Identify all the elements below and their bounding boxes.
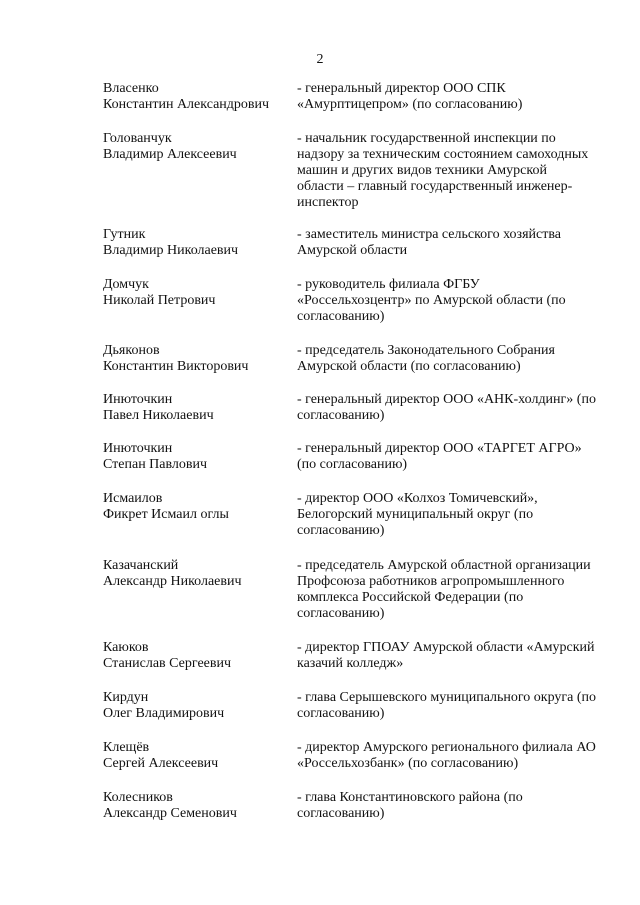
member-name: [103, 790, 288, 822]
member-name: [103, 343, 288, 375]
member-role: - глава Константиновского района (по согласованию): [297, 790, 523, 821]
member-name: [103, 740, 288, 772]
member-surname: Власенко: [103, 81, 159, 96]
member-given-names: Сергей Алексеевич: [103, 756, 219, 771]
member-given-names: Константин Александрович: [103, 97, 270, 112]
member-role: - директор ГПОАУ Амурской области «Амурский казачий колледж»: [297, 640, 595, 671]
member-surname: Казачанский: [103, 558, 179, 573]
member-name: [103, 81, 288, 113]
member-given-names: Владимир Николаевич: [103, 243, 239, 258]
member-role: - председатель Амурской областной организации Профсоюза работников агропромышленного комплекса Российской Федерации (по согласованию): [297, 558, 591, 621]
member-surname: Колесников: [103, 790, 173, 805]
member-surname: Инюточкин: [103, 441, 173, 456]
member-role: - начальник государственной инспекции по надзору за техническим состоянием самоходных машин и других видов техники Амурской области – главный государственный инженер-инспектор: [297, 131, 589, 210]
member-surname: Исмаилов: [103, 491, 163, 506]
member-given-names: Владимир Алексеевич: [103, 147, 237, 162]
member-name: [103, 441, 288, 473]
member-name: [103, 227, 288, 259]
member-role: - генеральный директор ООО «АНК-холдинг» (по согласованию): [297, 392, 596, 423]
member-surname: Инюточкин: [103, 392, 173, 407]
member-name: [103, 491, 288, 523]
member-role: - глава Серышевского муниципального округа (по согласованию): [297, 690, 597, 721]
member-given-names: Константин Викторович: [103, 359, 249, 374]
member-surname: Каюков: [103, 640, 149, 655]
member-surname: Кирдун: [103, 690, 149, 705]
member-surname: Голованчук: [103, 131, 172, 146]
member-role: - директор Амурского регионального филиала АО «Россельхозбанк» (по согласованию): [297, 740, 596, 771]
member-role: - председатель Законодательного Собрания Амурской области (по согласованию): [297, 343, 555, 374]
member-given-names: Фикрет Исмаил оглы: [103, 507, 229, 522]
page-number: 2: [316, 52, 324, 67]
member-given-names: Александр Семенович: [103, 806, 237, 821]
member-name: [103, 640, 288, 672]
member-given-names: Степан Павлович: [103, 457, 208, 472]
member-role: - руководитель филиала ФГБУ «Россельхозцентр» по Амурской области (по согласованию): [297, 277, 566, 324]
member-name: [103, 690, 288, 722]
member-surname: Дьяконов: [103, 343, 160, 358]
member-role: - генеральный директор ООО СПК «Амурптицепром» (по согласованию): [297, 81, 523, 112]
member-given-names: Николай Петрович: [103, 293, 216, 308]
member-role: - директор ООО «Колхоз Томичевский», Белогорский муниципальный округ (по согласованию): [297, 491, 538, 538]
member-surname: Клещёв: [103, 740, 150, 755]
member-given-names: Павел Николаевич: [103, 408, 214, 423]
member-name: [103, 277, 288, 309]
member-surname: Домчук: [103, 277, 149, 292]
member-name: [103, 131, 288, 163]
member-surname: Гутник: [103, 227, 146, 242]
member-given-names: Олег Владимирович: [103, 706, 225, 721]
member-given-names: Станислав Сергеевич: [103, 656, 232, 671]
member-given-names: Александр Николаевич: [103, 574, 242, 589]
member-name: [103, 392, 288, 424]
member-role: - заместитель министра сельского хозяйства Амурской области: [297, 227, 561, 258]
member-role: - генеральный директор ООО «ТАРГЕТ АГРО» (по согласованию): [297, 441, 582, 472]
member-name: [103, 558, 288, 590]
